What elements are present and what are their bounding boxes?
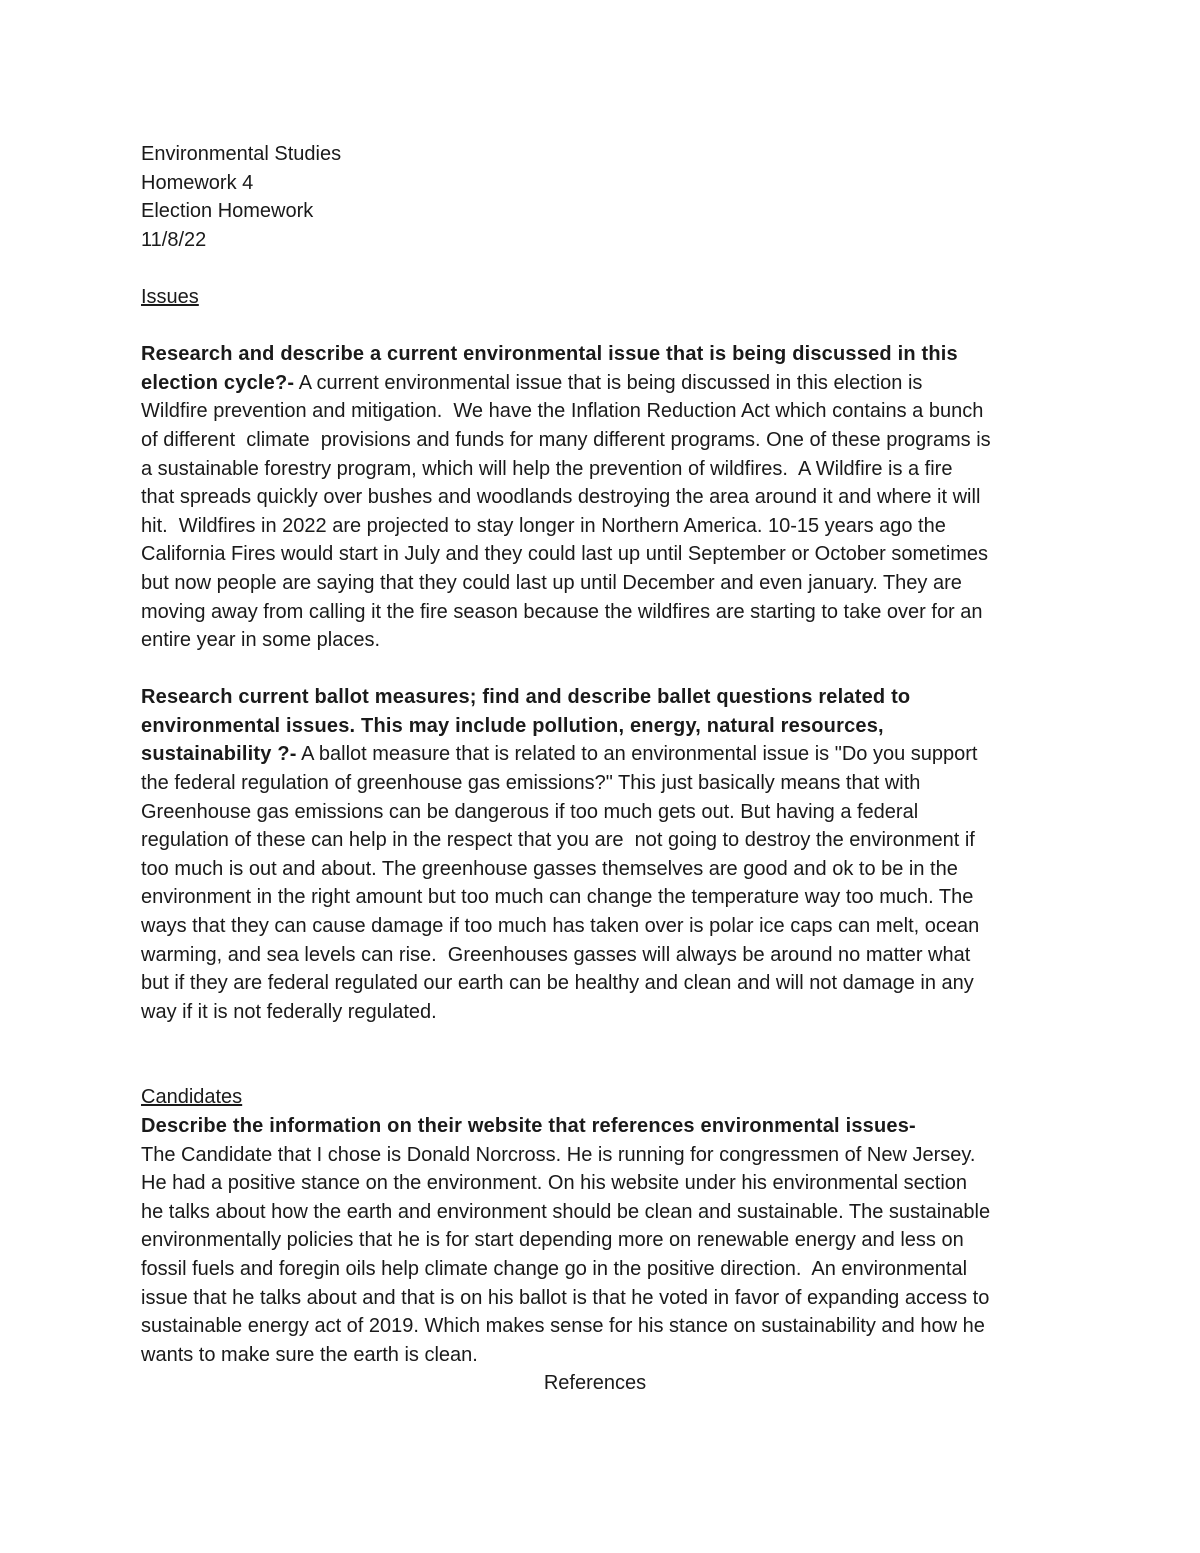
answer-1-line: entire year in some places.	[141, 629, 381, 652]
candidates-question	[141, 1112, 1071, 1369]
answer-2-line-0: A ballot measure that is related to an environmental issue is "Do you support	[296, 743, 978, 766]
candidates-question-text: Describe the information on their website that references environmental issues-	[141, 1115, 916, 1137]
answer-1-line: that spreads quickly over bushes and woodlands destroying the area around it and where it will	[141, 486, 981, 509]
candidates-answer-line: he talks about how the earth and environment should be clean and sustainable. The sustainable	[141, 1200, 991, 1223]
answer-1-line: California Fires would start in July and they could last up until September or October sometimes	[141, 543, 989, 566]
answer-2-line: ways that they can cause damage if too much has taken over is polar ice caps can melt, ocean	[141, 915, 980, 938]
answer-1-line-0: A current environmental issue that is being discussed in this election is	[294, 371, 923, 394]
answer-1-line: Wildfire prevention and mitigation. We have the Inflation Reduction Act which contains a bunch	[141, 400, 984, 423]
document-page	[141, 140, 1071, 1398]
issue-question-2	[141, 683, 1071, 1026]
candidates-answer-line: issue that he talks about and that is on his ballot is that he voted in favor of expanding access to	[141, 1286, 990, 1309]
assignment-date: 11/8/22	[141, 228, 207, 251]
candidates-answer-line: environmentally policies that he is for start depending more on renewable energy and less on	[141, 1229, 964, 1252]
answer-1-line: but now people are saying that they could last up until December and even january. They are	[141, 571, 962, 594]
issues-heading: Issues	[141, 285, 199, 308]
answer-2-line: environment in the right amount but too much can change the temperature way too much. The	[141, 886, 974, 909]
assignment-number: Homework 4	[141, 171, 254, 194]
candidates-answer-line: fossil fuels and foregin oils help climate change go in the positive direction. An environmental	[141, 1257, 968, 1280]
issue-question-1	[141, 340, 1071, 655]
references-heading: References	[543, 1372, 647, 1395]
answer-1-line: of different climate provisions and funds for many different programs. One of these programs is	[141, 428, 991, 451]
answer-2-line: the federal regulation of greenhouse gas emissions?" This just basically means that with	[141, 772, 921, 795]
candidates-answer-line: The Candidate that I chose is Donald Norcross. He is running for congressmen of New Jersey.	[141, 1143, 976, 1166]
candidates-answer-line: wants to make sure the earth is clean.	[141, 1343, 478, 1366]
answer-1-line: moving away from calling it the fire season because the wildfires are starting to take over for an	[141, 600, 983, 623]
answer-2-line: way if it is not federally regulated.	[141, 1000, 437, 1023]
answer-2-line: Greenhouse gas emissions can be dangerous if too much gets out. But having a federal	[141, 800, 919, 823]
question-2-line-1: Research current ballot measures; find and describe ballet questions related to	[141, 686, 911, 709]
answer-1-line: a sustainable forestry program, which will help the prevention of wildfires. A Wildfire is a fire	[141, 457, 953, 480]
question-2-line-3-bold: sustainability ?-	[141, 743, 297, 766]
question-1-line-2	[141, 369, 1071, 398]
course-name: Environmental Studies	[141, 143, 342, 165]
answer-2-line: too much is out and about. The greenhouse gasses themselves are good and ok to be in the	[141, 857, 958, 880]
candidates-answer-line: sustainable energy act of 2019. Which makes sense for his stance on sustainability and how he	[141, 1315, 985, 1338]
answer-1-line: hit. Wildfires in 2022 are projected to stay longer in Northern America. 10-15 years ago the	[141, 514, 946, 537]
candidates-answer-line: He had a positive stance on the environment. On his website under his environmental section	[141, 1172, 968, 1195]
answer-2-line: but if they are federal regulated our earth can be healthy and clean and will not damage in any	[141, 972, 974, 995]
answer-2-line: regulation of these can help in the respect that you are not going to destroy the environment if	[141, 829, 975, 852]
question-1-line-1: Research and describe a current environmental issue that is being discussed in this	[141, 343, 958, 366]
question-2-line-2: environmental issues. This may include pollution, energy, natural resources,	[141, 714, 884, 737]
candidates-heading: Candidates	[141, 1086, 243, 1109]
answer-2-line: warming, and sea levels can rise. Greenhouses gasses will always be around no matter what	[141, 943, 971, 966]
question-2-line-3	[141, 740, 1071, 769]
assignment-title: Election Homework	[141, 200, 314, 223]
question-1-line-2-bold: election cycle?-	[141, 371, 295, 394]
